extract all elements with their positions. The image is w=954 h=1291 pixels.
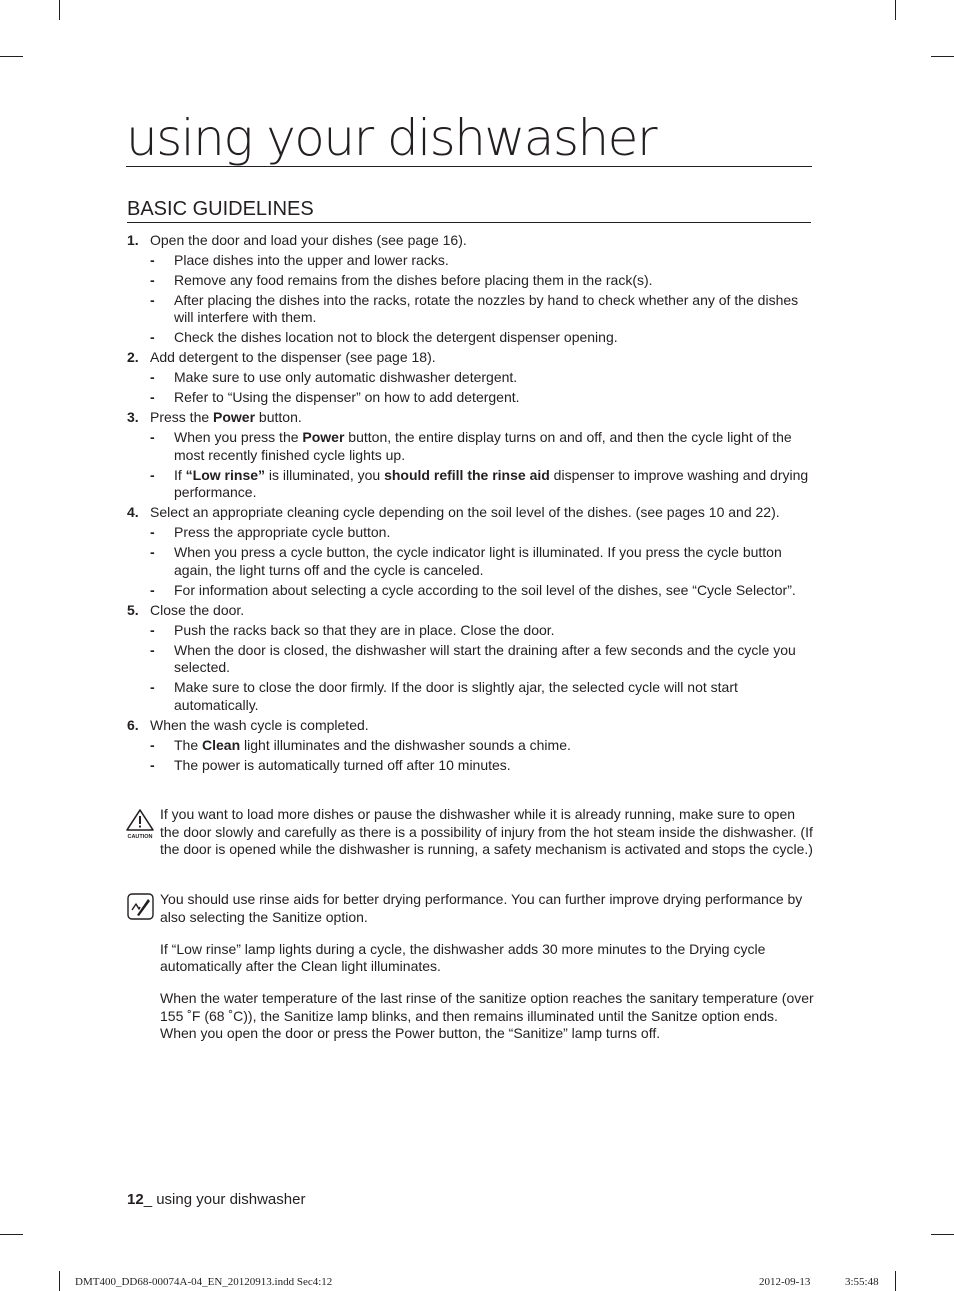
sub-item: - Make sure to close the door firmly. If the door is slightly ajar, the selected cycle will not start automatically. (150, 679, 738, 713)
page-number: 12 (127, 1191, 144, 1208)
sub-item: - Remove any food remains from the dishes before placing them in the rack(s). (150, 271, 653, 288)
step-number: 1. (127, 231, 139, 248)
step-text: When the wash cycle is completed. (150, 716, 369, 733)
note-paragraph: You should use rinse aids for better drying performance. You can further improve drying performance by also selecting the Sanitize option. (160, 891, 803, 925)
note-text-block (160, 891, 816, 1057)
running-title: _ using your dishwasher (143, 1191, 306, 1208)
step-5 (127, 602, 817, 620)
sub-item: - When you press a cycle button, the cycle indicator light is illuminated. If you press the cycle button again, the light turns off and the cycle is canceled. (150, 544, 782, 578)
page-footer (127, 1191, 305, 1209)
slug-file: DMT400_DD68-00074A-04_EN_20120913.indd Sec4:12 (75, 1276, 333, 1288)
sub-item: - Place dishes into the upper and lower racks. (150, 251, 449, 268)
sub-item: - Press the appropriate cycle button. (150, 524, 391, 540)
sub-item: - When the door is closed, the dishwasher will start the draining after a few seconds and the cycle you selected. (150, 641, 796, 675)
sub-item: - If “Low rinse” is illuminated, you should refill the rinse aid dispenser to improve washing and drying performance. (150, 466, 809, 500)
step-3 (127, 409, 817, 427)
step-text: Close the door. (150, 601, 245, 618)
step-2 (127, 349, 817, 367)
page-title: using your dishwasher (126, 110, 812, 167)
step-text: Open the door and load your dishes (see page 16). (150, 231, 467, 248)
sub-item: - Push the racks back so that they are in place. Close the door. (150, 621, 555, 638)
step-1 (127, 232, 817, 250)
crop-mark (895, 1271, 896, 1291)
note-paragraph: If “Low rinse” lamp lights during a cycle, the dishwasher adds 30 more minutes to the Drying cycle automatically after the Clean light illuminates. (160, 940, 766, 974)
sub-item: - Check the dishes location not to block the detergent dispenser opening. (150, 329, 618, 345)
crop-mark (0, 56, 23, 57)
sub-item: - The Clean light illuminates and the dishwasher sounds a chime. (150, 736, 571, 753)
caution-triangle-icon (123, 808, 157, 840)
steps-list (127, 229, 817, 774)
step-number: 5. (127, 601, 139, 618)
crop-mark (931, 56, 954, 57)
section-heading: BASIC GUIDELINES (127, 197, 811, 223)
crop-mark (931, 1234, 954, 1235)
crop-mark (59, 1271, 60, 1291)
crop-mark (895, 0, 896, 20)
sub-item: - For information about selecting a cycle according to the soil level of the dishes, see “Cycle Selector”. (150, 581, 796, 598)
step-6 (127, 717, 817, 735)
crop-mark (59, 0, 60, 20)
step-number: 2. (127, 349, 139, 365)
step-4 (127, 504, 817, 522)
step-text: Select an appropriate cleaning cycle depending on the soil level of the dishes. (see pages 10 and 22). (150, 504, 780, 520)
sub-item: - When you press the Power button, the entire display turns on and off, and then the cycle light of the most recently finished cycle lights up. (150, 429, 792, 463)
step-text: Press the Power button. (150, 409, 302, 425)
caution-text: If you want to load more dishes or pause the dishwasher while it is already running, make sure to open the door slowly and carefully as there is a possibility of injury from the hot steam inside the dishwasher. (If the door is opened while the dishwasher is running, a safety mechanism is activated and stops the cycle.) (160, 806, 813, 857)
step-number: 6. (127, 716, 139, 733)
sub-item: - Make sure to use only automatic dishwasher detergent. (150, 369, 518, 385)
step-number: 3. (127, 409, 139, 425)
step-number: 4. (127, 504, 139, 520)
note-paragraph: When the water temperature of the last rinse of the sanitize option reaches the sanitary temperature (over 155 ˚F (68 ˚C)), the Sanitize lamp blinks, and then remains illuminated until the Sanitze option ends. When you open the door or press the Power button, the “Sanitize” lamp turns off. (160, 990, 814, 1041)
caution-text-block (160, 806, 816, 873)
note-pencil-icon (127, 893, 154, 920)
slug-time: 3:55:48 (845, 1276, 879, 1288)
sub-item: - Refer to “Using the dispenser” on how to add detergent. (150, 389, 520, 405)
crop-mark (0, 1234, 23, 1235)
step-text: Add detergent to the dispenser (see page 18). (150, 349, 436, 365)
sub-item: - The power is automatically turned off after 10 minutes. (150, 756, 511, 773)
slug-date: 2012-09-13 (759, 1276, 811, 1288)
sub-item: - After placing the dishes into the racks, rotate the nozzles by hand to check whether any of the dishes will interfere with them. (150, 291, 799, 325)
caution-icon-label: CAUTION (127, 834, 153, 840)
